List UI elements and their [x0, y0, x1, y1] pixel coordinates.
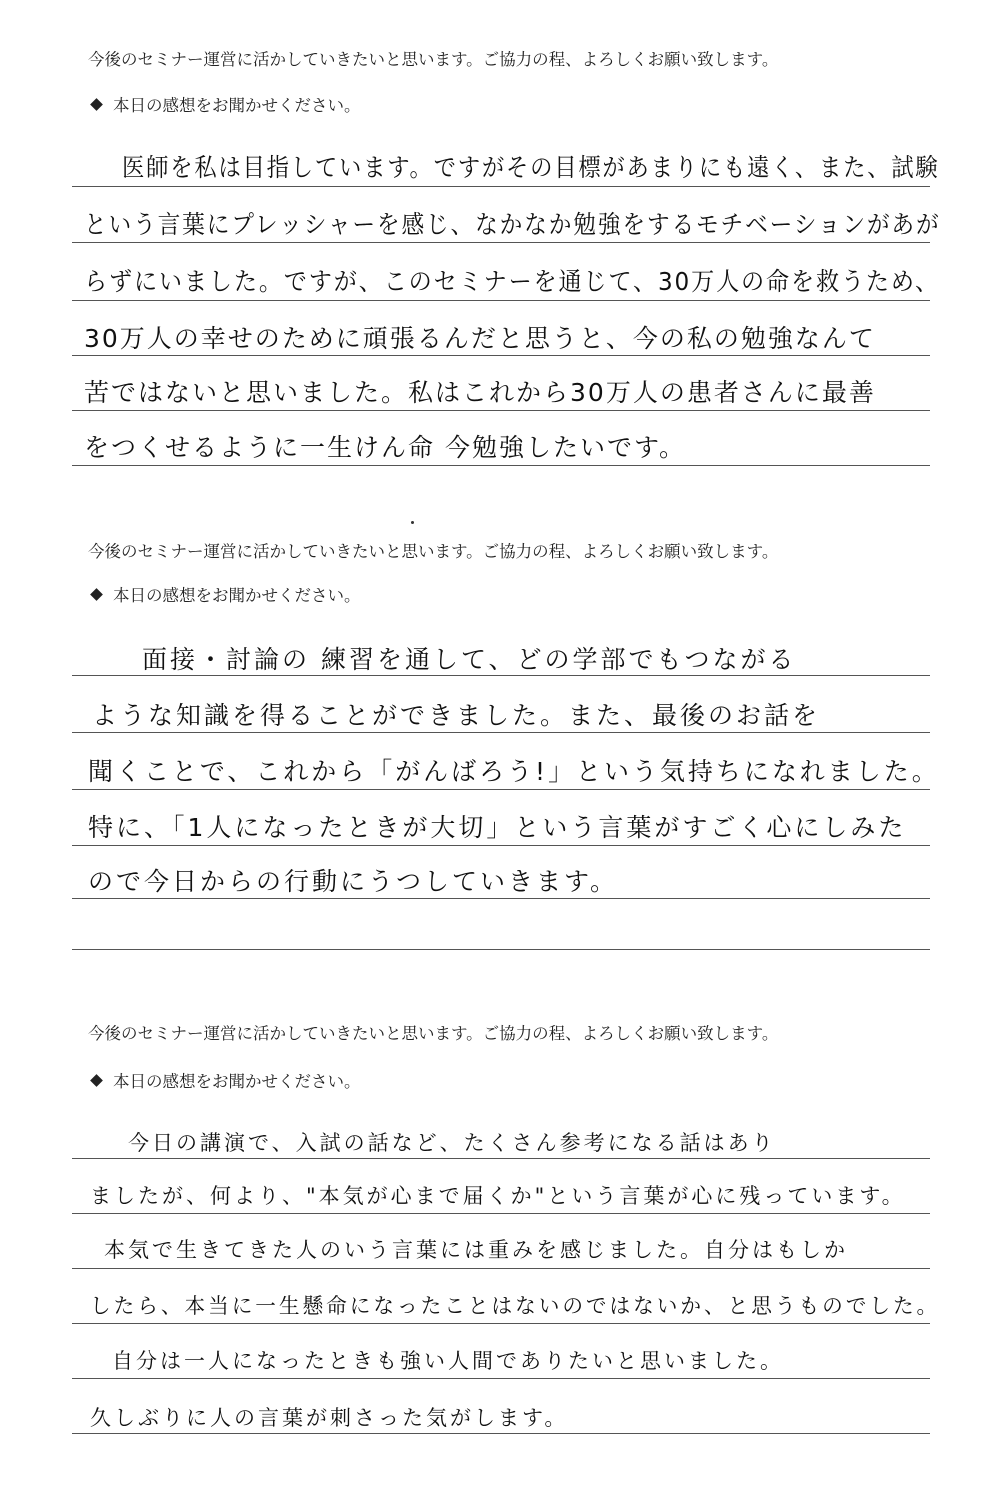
ruled-line [72, 1378, 930, 1379]
ruled-line [72, 186, 930, 187]
ruled-line [72, 355, 930, 356]
handwritten-line: ような知識を得ることができました。また、最後のお話を [92, 701, 821, 730]
question-label: 本日の感想をお聞かせください。 [113, 586, 361, 605]
handwritten-line: をつくせるように一生けん命 今勉強したいです。 [84, 433, 686, 462]
handwritten-line: 30万人の幸せのために頑張るんだと思うと、今の私の勉強なんて [84, 324, 876, 353]
handwritten-line: 特に、「1人になったときが大切」という言葉がすごく心にしみた [88, 813, 907, 842]
handwritten-line: 本気で生きてきた人のいう言葉には重みを感じました。自分はもしか [104, 1238, 848, 1262]
intro-text: 今後のセミナー運営に活かしていきたいと思います。ご協力の程、よろしくお願い致します。 [88, 50, 779, 69]
diamond-bullet-icon [90, 1074, 103, 1087]
diamond-bullet-icon [90, 588, 103, 601]
handwritten-line: 今日の講演で、入試の話など、たくさん参考になる話はあり [128, 1131, 776, 1155]
ruled-line [72, 410, 930, 411]
handwritten-line: したら、本当に一生懸命になったことはないのではないか、と思うものでした。 [90, 1294, 941, 1318]
handwritten-line: ましたが、何より、"本気が心まで届くか"という言葉が心に残っています。 [90, 1184, 906, 1208]
question-label: 本日の感想をお聞かせください。 [113, 96, 361, 115]
feedback-form-2 [0, 500, 1000, 1000]
question-heading [92, 92, 361, 116]
question-heading [92, 582, 361, 606]
handwritten-line: 面接・討論の 練習を通して、どの学部でもつながる [142, 645, 797, 674]
intro-text: 今後のセミナー運営に活かしていきたいと思います。ご協力の程、よろしくお願い致します。 [88, 542, 779, 561]
question-label: 本日の感想をお聞かせください。 [113, 1072, 361, 1091]
handwritten-line: らずにいました。ですが、このセミナーを通じて、30万人の命を救うため、 [84, 267, 940, 296]
ruled-line [72, 242, 930, 243]
ruled-line [72, 949, 930, 950]
intro-text: 今後のセミナー運営に活かしていきたいと思います。ご協力の程、よろしくお願い致します。 [88, 1024, 779, 1043]
ruled-line [72, 300, 930, 301]
diamond-bullet-icon [90, 98, 103, 111]
ruled-line [72, 732, 930, 733]
handwritten-line: 医師を私は目指しています。ですがその目標があまりにも遠く、また、試験 [122, 153, 940, 182]
handwritten-line: 自分は一人になったときも強い人間でありたいと思いました。 [112, 1349, 784, 1373]
handwritten-line: 聞くことで、これから「がんばろう!」という気持ちになれました。 [88, 757, 940, 786]
ruled-line [72, 1213, 930, 1214]
ruled-line [72, 898, 930, 899]
ruled-line [72, 1323, 930, 1324]
handwritten-line: 苦ではないと思いました。私はこれから30万人の患者さんに最善 [84, 378, 876, 407]
handwritten-line: という言葉にプレッシャーを感じ、なかなか勉強をするモチベーションがあが [84, 210, 941, 239]
feedback-form-3 [0, 1000, 1000, 1500]
ruled-line [72, 465, 930, 466]
handwritten-line: ので今日からの行動にうつしていきます。 [88, 867, 619, 896]
ruled-line [72, 1433, 930, 1434]
ruled-line [72, 789, 930, 790]
feedback-form-1 [0, 0, 1000, 500]
handwritten-line: 久しぶりに人の言葉が刺さった気がします。 [90, 1406, 569, 1430]
ruled-line [72, 1158, 930, 1159]
ruled-line [72, 675, 930, 676]
ruled-line [72, 845, 930, 846]
question-heading [92, 1068, 361, 1092]
ruled-line [72, 1268, 930, 1269]
